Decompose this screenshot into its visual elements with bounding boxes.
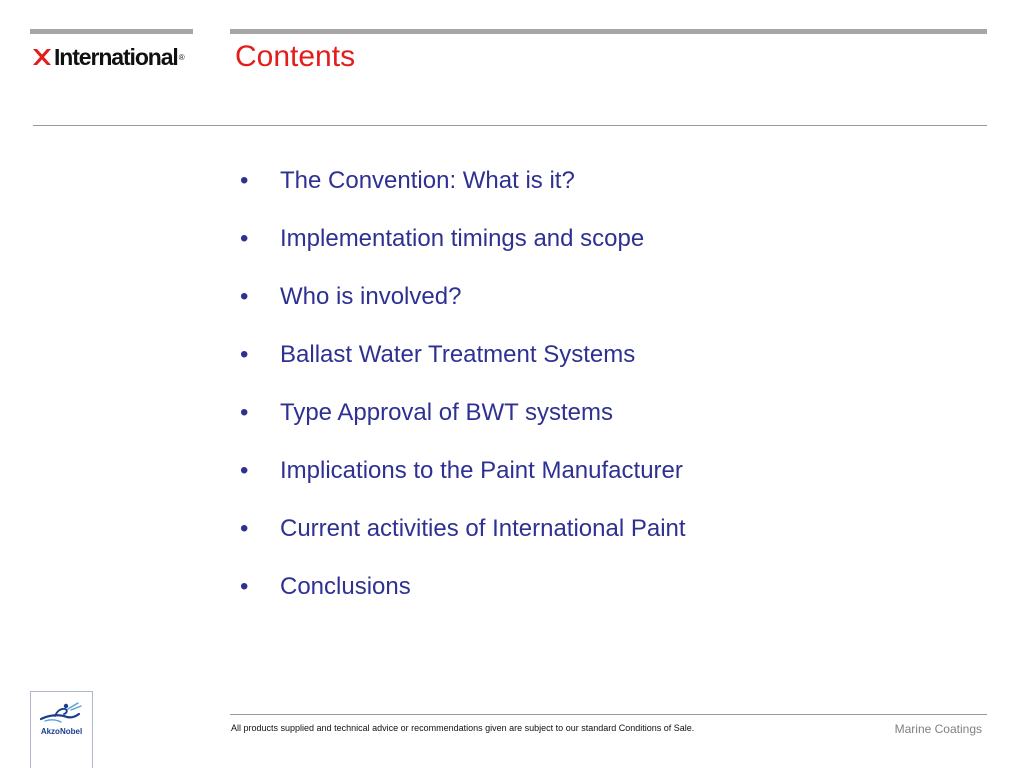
header-rule-right — [230, 29, 987, 34]
list-item — [240, 220, 686, 278]
list-item — [240, 278, 686, 336]
logo-registered-mark: ® — [178, 52, 185, 62]
list-item-label: Ballast Water Treatment Systems — [280, 341, 636, 368]
bullet-icon: • — [240, 515, 249, 542]
header-divider — [33, 125, 987, 126]
akzonobel-figure-icon — [37, 700, 87, 726]
list-item-label: Implementation timings and scope — [280, 225, 645, 252]
header-rule-left — [30, 29, 193, 34]
list-item-label: Conclusions — [280, 573, 411, 600]
list-item-label: Who is involved? — [280, 283, 462, 310]
list-item — [240, 162, 686, 220]
list-item — [240, 510, 686, 568]
list-item-label: The Convention: What is it? — [280, 167, 575, 194]
bullet-icon: • — [240, 573, 249, 600]
bullet-icon: • — [240, 341, 249, 368]
footer-division: Marine Coatings — [894, 722, 982, 736]
list-item-label: Type Approval of BWT systems — [280, 399, 614, 426]
list-item — [240, 394, 686, 452]
list-item-label: Implications to the Paint Manufacturer — [280, 457, 683, 484]
footer-rule — [230, 714, 987, 715]
bullet-icon: • — [240, 167, 249, 194]
bullet-icon: • — [240, 399, 249, 426]
bullet-icon: • — [240, 225, 249, 252]
bullet-icon: • — [240, 283, 249, 310]
international-x-mark-icon — [31, 46, 53, 68]
international-logo — [31, 42, 185, 72]
list-item — [240, 568, 686, 626]
list-item-label: Current activities of International Paint — [280, 515, 686, 542]
page-title: Contents — [235, 40, 356, 73]
contents-list — [240, 162, 686, 626]
list-item — [240, 452, 686, 510]
footer-disclaimer: All products supplied and technical advice or recommendations given are subject to our standard Conditions of Sale. — [231, 723, 695, 733]
logo-wordmark: International — [54, 43, 178, 70]
list-item — [240, 336, 686, 394]
bullet-icon: • — [240, 457, 249, 484]
akzonobel-wordmark: AkzoNobel — [40, 727, 83, 736]
akzonobel-logo — [30, 691, 93, 768]
